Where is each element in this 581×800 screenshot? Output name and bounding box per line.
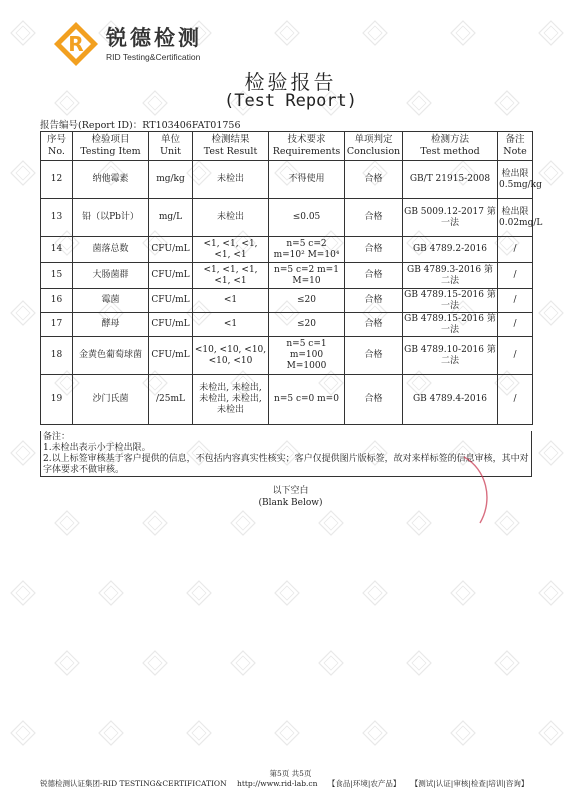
watermark-logo-icon [362, 720, 388, 746]
table-row [41, 289, 533, 313]
cell-note: / [498, 263, 533, 289]
watermark-logo-icon [274, 580, 300, 606]
watermark-logo-icon [230, 650, 256, 676]
table-row [41, 337, 533, 375]
cell-no: 12 [41, 161, 73, 199]
table-row [41, 161, 533, 199]
cell-method: GB 5009.12-2017 第一法 [403, 199, 498, 237]
watermark-logo-icon [98, 720, 124, 746]
cell-unit: CFU/mL [149, 313, 193, 337]
cell-method: GB/T 21915-2008 [403, 161, 498, 199]
cell-note: / [498, 237, 533, 263]
watermark-logo-icon [274, 720, 300, 746]
watermark-logo-icon [10, 300, 36, 326]
watermark-logo-icon [274, 20, 300, 46]
cell-conclusion: 合格 [345, 313, 403, 337]
watermark-logo-icon [10, 440, 36, 466]
cell-item: 沙门氏菌 [73, 375, 149, 425]
page-number: 第5页 共5页 [269, 769, 312, 778]
cell-requirement: n=5 c=1 m=100 M=1000 [269, 337, 345, 375]
watermark-logo-icon [54, 510, 80, 536]
table-row [41, 199, 533, 237]
cell-requirement: n=5 c=2 m=1 M=10 [269, 263, 345, 289]
notes-line-1: 1.未检出表示小于检出限。 [43, 443, 151, 453]
header-cell: 单项判定 Conclusion [345, 132, 403, 161]
watermark-logo-icon [450, 20, 476, 46]
cell-unit: mg/kg [149, 161, 193, 199]
table-header-row [41, 132, 533, 161]
watermark-logo-icon [538, 720, 564, 746]
cell-note: / [498, 289, 533, 313]
page-title-cn: 检验报告 [244, 70, 337, 94]
table-row [41, 313, 533, 337]
watermark-logo-icon [538, 20, 564, 46]
blank-below-cn: 以下空白 [272, 486, 309, 496]
watermark-logo-icon [142, 650, 168, 676]
company-logo [52, 20, 202, 68]
watermark-logo-icon [362, 20, 388, 46]
rid-logo-icon [52, 20, 100, 68]
cell-note: 检出限0.5mg/kg [498, 161, 533, 199]
cell-result: <10, <10, <10, <10, <10 [193, 337, 269, 375]
cell-result: <1 [193, 289, 269, 313]
cell-no: 18 [41, 337, 73, 375]
cell-method: GB 4789.2-2016 [403, 237, 498, 263]
cell-method: GB 4789.15-2016 第一法 [404, 289, 496, 311]
watermark-logo-icon [362, 580, 388, 606]
cell-unit: CFU/mL [149, 237, 193, 263]
cell-no: 15 [41, 263, 73, 289]
cell-conclusion: 合格 [345, 337, 403, 375]
watermark-logo-icon [318, 650, 344, 676]
notes-box [40, 431, 532, 477]
cell-conclusion: 合格 [345, 161, 403, 199]
cell-item: 霉菌 [73, 289, 149, 313]
cell-requirement: 不得使用 [269, 161, 345, 199]
cell-no: 14 [41, 237, 73, 263]
watermark-logo-icon [538, 580, 564, 606]
watermark-logo-icon [10, 720, 36, 746]
watermark-logo-icon [494, 650, 520, 676]
watermark-logo-icon [538, 440, 564, 466]
svg-text:R: R [68, 32, 84, 56]
cell-item: 铅（以Pb计） [73, 199, 149, 237]
table-row [41, 237, 533, 263]
cell-result: <1, <1, <1, <1, <1 [193, 263, 269, 289]
cell-requirement: ≤20 [269, 313, 345, 337]
cell-note: 检出限0.02mg/L [498, 199, 533, 237]
cell-method: GB 4789.10-2016 第二法 [403, 337, 498, 375]
report-id-value: RT103406FAT01756 [142, 120, 241, 131]
cell-method: GB 4789.3-2016 第二法 [403, 263, 498, 289]
header-cell: 序号 No. [41, 132, 73, 161]
watermark-logo-icon [230, 510, 256, 536]
footer-url: http://www.rid-lab.cn [237, 779, 318, 788]
watermark-logo-icon [186, 580, 212, 606]
cell-item: 金黄色葡萄球菌 [73, 337, 149, 375]
watermark-logo-icon [10, 580, 36, 606]
cell-item: 酵母 [73, 313, 149, 337]
header-cell: 检验项目 Testing Item [73, 132, 149, 161]
page-footer [40, 778, 541, 789]
header-cell: 单位 Unit [149, 132, 193, 161]
cell-note: / [498, 337, 533, 375]
report-id [40, 117, 241, 131]
cell-result: <1, <1, <1, <1, <1 [193, 237, 269, 263]
cell-no: 13 [41, 199, 73, 237]
cell-conclusion: 合格 [345, 199, 403, 237]
notes-title: 备注： [43, 432, 71, 442]
cell-conclusion: 合格 [345, 237, 403, 263]
cell-conclusion: 合格 [345, 263, 403, 289]
watermark-logo-icon [98, 580, 124, 606]
footer-company: 锐德检测认证集团-RID TESTING&CERTIFICATION [40, 779, 227, 788]
cell-requirement: n=5 c=0 m=0 [269, 375, 345, 425]
test-results-table [40, 131, 543, 425]
header-cell: 备注 Note [498, 132, 533, 161]
cell-note: / [498, 313, 533, 337]
blank-below [0, 485, 581, 509]
watermark-logo-icon [450, 720, 476, 746]
blank-below-en: (Blank Below) [258, 498, 323, 508]
watermark-logo-icon [54, 650, 80, 676]
header-cell: 技术要求 Requirements [269, 132, 345, 161]
cell-unit: CFU/mL [149, 337, 193, 375]
header-cell: 检测结果 Test Result [193, 132, 269, 161]
cell-note: / [498, 375, 533, 425]
cell-method: GB 4789.15-2016 第一法 [404, 313, 496, 335]
cell-no: 16 [41, 289, 73, 313]
cell-unit: /25mL [149, 375, 193, 425]
watermark-logo-icon [10, 20, 36, 46]
watermark-logo-icon [538, 300, 564, 326]
logo-name-en: RID Testing&Certification [106, 52, 201, 62]
watermark-logo-icon [406, 650, 432, 676]
cell-no: 17 [41, 313, 73, 337]
notes-line-2: 2.以上标签审核基于客户提供的信息，不包括内容真实性核实；客户仅提供图片版标签，故对来样标签的信息审核，其中对字体要求不做审核。 [43, 454, 529, 475]
cell-conclusion: 合格 [345, 289, 403, 313]
cell-unit: CFU/mL [149, 263, 193, 289]
cell-result: <1 [193, 313, 269, 337]
table-row [41, 375, 533, 425]
watermark-logo-icon [318, 510, 344, 536]
report-id-label: 报告编号(Report ID)： [40, 120, 143, 131]
cell-item: 纳他霉素 [73, 161, 149, 199]
cell-requirement: ≤20 [269, 289, 345, 313]
footer-business: 【测试|认证|审核|检查|培训|咨询】 [410, 779, 529, 788]
table-row [41, 263, 533, 289]
cell-requirement: n=5 c=2 m=10² M=10⁴ [269, 237, 345, 263]
footer-services: 【食品|环境|农产品】 [327, 779, 401, 788]
cell-no: 19 [41, 375, 73, 425]
cell-method: GB 4789.4-2016 [403, 375, 498, 425]
cell-result: 未检出, 未检出, 未检出, 未检出, 未检出 [193, 375, 269, 425]
cell-item: 菌落总数 [73, 237, 149, 263]
cell-unit: mg/L [149, 199, 193, 237]
watermark-logo-icon [186, 720, 212, 746]
cell-requirement: ≤0.05 [269, 199, 345, 237]
cell-unit: CFU/mL [149, 289, 193, 313]
cell-conclusion: 合格 [345, 375, 403, 425]
watermark-logo-icon [406, 510, 432, 536]
page-title-en: (Test Report) [223, 91, 358, 111]
logo-name-cn: 锐德检测 [106, 26, 202, 50]
cell-result: 未检出 [193, 161, 269, 199]
header-cell: 检测方法 Test method [403, 132, 498, 161]
cell-item: 大肠菌群 [73, 263, 149, 289]
cell-result: 未检出 [193, 199, 269, 237]
watermark-logo-icon [10, 160, 36, 186]
watermark-logo-icon [142, 510, 168, 536]
watermark-logo-icon [450, 580, 476, 606]
